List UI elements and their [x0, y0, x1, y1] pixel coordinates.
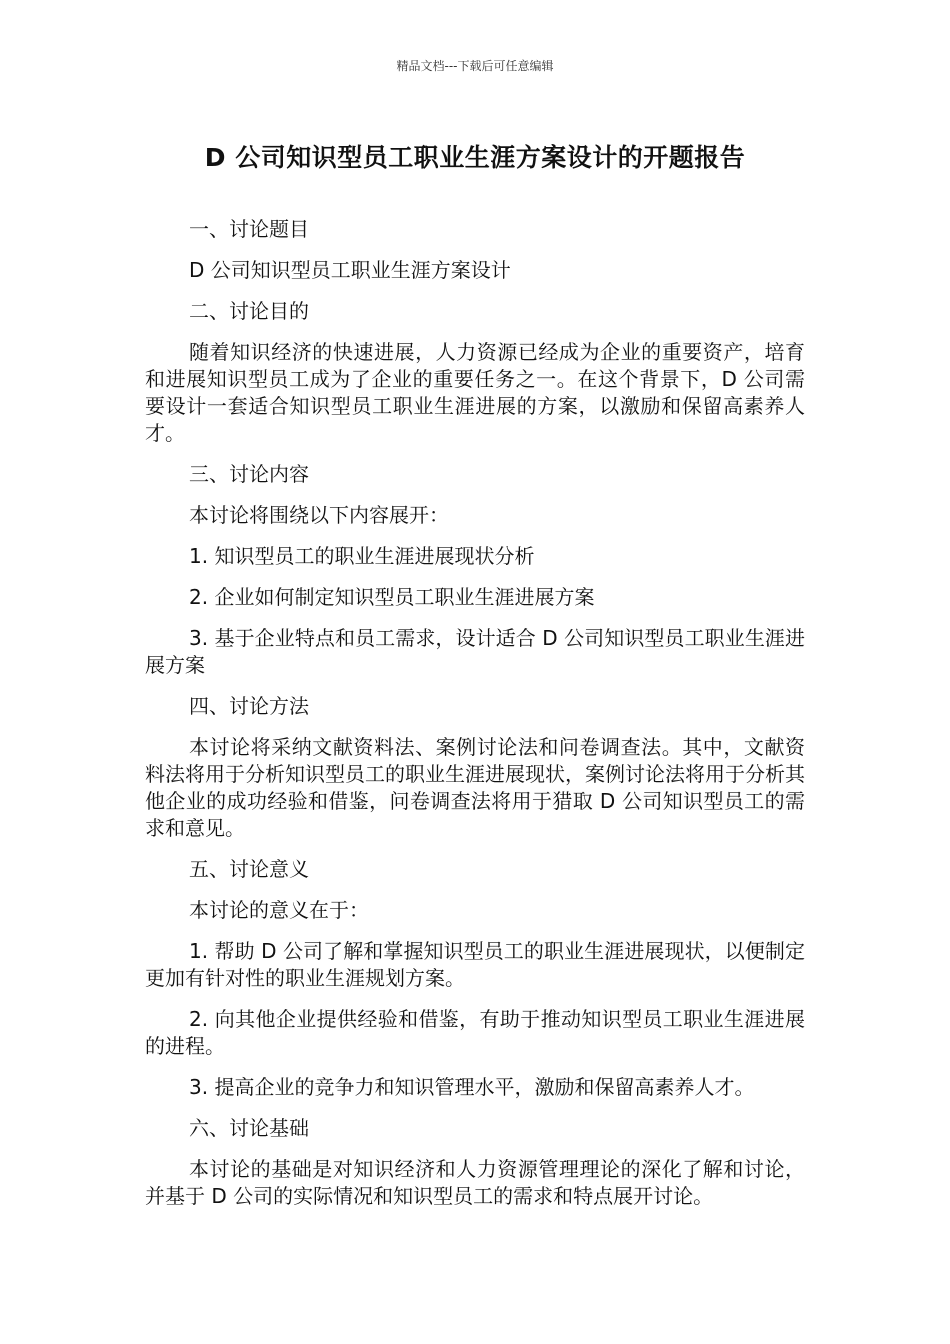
paragraph-content-intro: 本讨论将围绕以下内容展开：	[189, 503, 449, 527]
paragraph-basis: 本讨论的基础是对知识经济和人力资源管理理论的深化了解和讨论，并基于 D 公司的实际情况和知识型员工的需求和特点展开讨论。	[145, 1157, 805, 1208]
paragraph-topic: D 公司知识型员工职业生涯方案设计	[189, 258, 511, 282]
list-item-content-3: 3. 基于企业特点和员工需求，设计适合 D 公司知识型员工职业生涯进展方案	[145, 626, 805, 677]
section-heading-topic: 一、讨论题目	[189, 217, 309, 241]
list-item-significance-2: 2. 向其他企业提供经验和借鉴，有助于推动知识型员工职业生涯进展的进程。	[145, 1007, 805, 1058]
list-item-significance-1: 1. 帮助 D 公司了解和掌握知识型员工的职业生涯进展现状，以便制定更加有针对性的职业生涯规划方案。	[145, 939, 805, 990]
section-heading-basis: 六、讨论基础	[189, 1116, 309, 1140]
section-heading-significance: 五、讨论意义	[189, 857, 309, 881]
paragraph-purpose: 随着知识经济的快速进展，人力资源已经成为企业的重要资产，培育和进展知识型员工成为了企业的重要任务之一。在这个背景下，D 公司需要设计一套适合知识型员工职业生涯进展的方案，以激励和保留高素养人才。	[145, 340, 805, 445]
paragraph-significance-intro: 本讨论的意义在于：	[189, 898, 369, 922]
section-heading-purpose: 二、讨论目的	[189, 299, 309, 323]
list-item-significance-3: 3. 提高企业的竞争力和知识管理水平，激励和保留高素养人才。	[189, 1075, 755, 1099]
page-header: 精品文档---下载后可任意编辑	[396, 59, 554, 73]
list-item-content-2: 2. 企业如何制定知识型员工职业生涯进展方案	[189, 585, 595, 609]
section-heading-content: 三、讨论内容	[189, 462, 309, 486]
list-item-content-1: 1. 知识型员工的职业生涯进展现状分析	[189, 544, 535, 568]
paragraph-method: 本讨论将采纳文献资料法、案例讨论法和问卷调查法。其中，文献资料法将用于分析知识型员工的职业生涯进展现状，案例讨论法将用于分析其他企业的成功经验和借鉴，问卷调查法将用于猎取 D 公司知识型员工的需求和意见。	[145, 735, 805, 840]
section-heading-method: 四、讨论方法	[189, 694, 309, 718]
document-title: D 公司知识型员工职业生涯方案设计的开题报告	[204, 143, 746, 172]
document-body	[145, 216, 805, 1224]
